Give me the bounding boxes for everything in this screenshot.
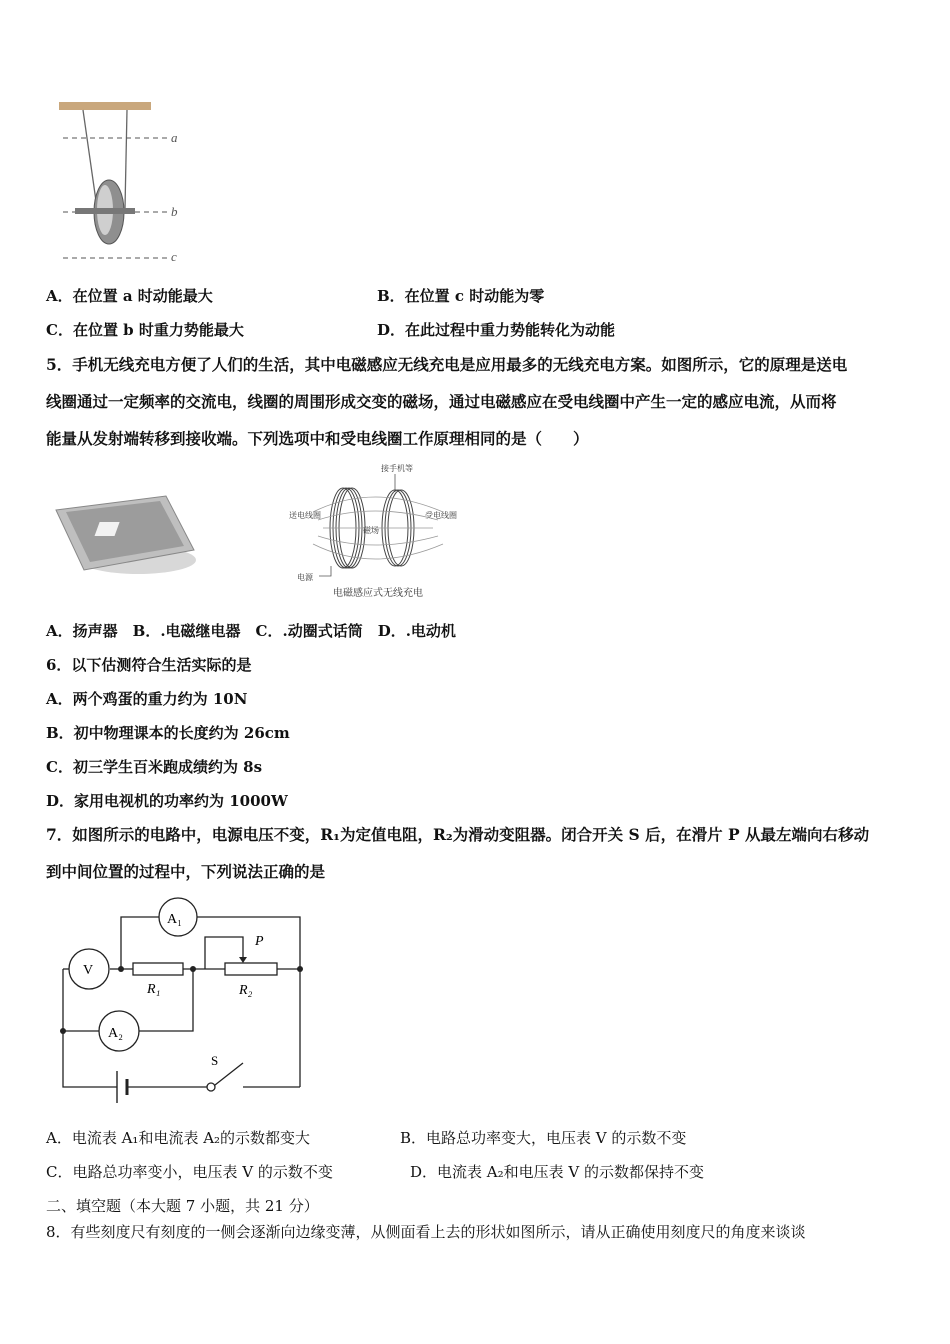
ammeter-a1-label: A₁ xyxy=(167,912,182,927)
q6-option-a: A．两个鸡蛋的重力约为 10N xyxy=(46,690,248,708)
section-heading: 二、填空题（本大题 7 小题，共 21 分） xyxy=(46,1197,319,1215)
q5-stem-line3: 能量从发射端转移到接收端。下列选项中和受电线圈工作原理相同的是（ ） xyxy=(46,429,589,448)
q8-stem: 8．有些刻度尺有刻度的一侧会逐渐向边缘变薄，从侧面看上去的形状如图所示，请从正确使用刻度尺的角度来谈谈 xyxy=(46,1223,806,1241)
label-top: 接手机等 xyxy=(381,464,413,473)
voltmeter-label: V xyxy=(83,963,94,978)
ceiling-bar xyxy=(59,102,151,110)
q6-option-c: C．初三学生百米跑成绩约为 8s xyxy=(46,758,263,776)
label-field: 磁场 xyxy=(363,526,379,535)
ammeter-a2-label: A₂ xyxy=(108,1026,123,1041)
axle xyxy=(75,208,135,214)
string-left xyxy=(83,110,97,208)
label-receive-coil: 受电线圈 xyxy=(425,511,457,520)
switch-pivot xyxy=(207,1083,215,1091)
label-a: a xyxy=(171,130,178,145)
figure-caption: 电磁感应式无线充电 xyxy=(333,588,423,599)
induction-coil-figure xyxy=(283,462,473,602)
q5-stem-line1: 5．手机无线充电方便了人们的生活，其中电磁感应无线充电是应用最多的无线充电方案。如图所示，它的原理是送电 xyxy=(46,355,848,374)
q7-option-b: B．电路总功率变大，电压表 V 的示数不变 xyxy=(400,1129,687,1147)
label-b: b xyxy=(171,204,178,219)
q4-option-b: B．在位置 c 时动能为零 xyxy=(377,287,545,305)
q7-option-d: D．电流表 A₂和电压表 V 的示数都保持不变 xyxy=(410,1163,705,1181)
q6-option-b: B．初中物理课本的长度约为 26cm xyxy=(46,724,290,742)
label-c: c xyxy=(171,249,177,264)
q7-option-c: C．电路总功率变小，电压表 V 的示数不变 xyxy=(46,1163,333,1181)
phone-charger-image xyxy=(48,488,198,580)
label-send-coil: 送电线圈 xyxy=(289,511,321,520)
q4-option-a: A．在位置 a 时动能最大 xyxy=(46,287,213,305)
q5-options: A．扬声器 B．.电磁继电器 C．.动圈式话筒 D．.电动机 xyxy=(46,622,456,640)
resistor-r1 xyxy=(133,963,183,975)
slider-p-label: P xyxy=(255,934,264,949)
maxwell-wheel-figure xyxy=(55,98,195,268)
q4-option-c: C．在位置 b 时重力势能最大 xyxy=(46,321,244,339)
q6-stem: 6．以下估测符合生活实际的是 xyxy=(46,656,252,674)
q4-option-d: D．在此过程中重力势能转化为动能 xyxy=(377,321,616,339)
q5-stem-line2: 线圈通过一定频率的交流电，线圈的周围形成交变的磁场，通过电磁感应在受电线圈中产生一定的感应电流，从而将 xyxy=(46,392,837,411)
string-right xyxy=(125,110,127,208)
slider-p xyxy=(239,957,247,963)
rheostat-r2-label: R₂ xyxy=(239,983,253,998)
q6-option-d: D．家用电视机的功率约为 1000W xyxy=(46,792,288,810)
q7-stem-line1: 7．如图所示的电路中，电源电压不变，R₁为定值电阻，R₂为滑动变阻器。闭合开关 S 后，在滑片 P 从最左端向右移动 xyxy=(46,825,870,844)
rheostat-r2 xyxy=(225,963,277,975)
switch-label: S xyxy=(211,1053,219,1068)
resistor-r1-label: R₁ xyxy=(147,982,161,997)
label-power: 电源 xyxy=(297,573,313,582)
q7-stem-line2: 到中间位置的过程中，下列说法正确的是 xyxy=(46,862,326,881)
circuit-diagram xyxy=(55,895,315,1117)
switch-arm xyxy=(215,1063,243,1085)
q7-option-a: A．电流表 A₁和电流表 A₂的示数都变大 xyxy=(46,1129,311,1147)
